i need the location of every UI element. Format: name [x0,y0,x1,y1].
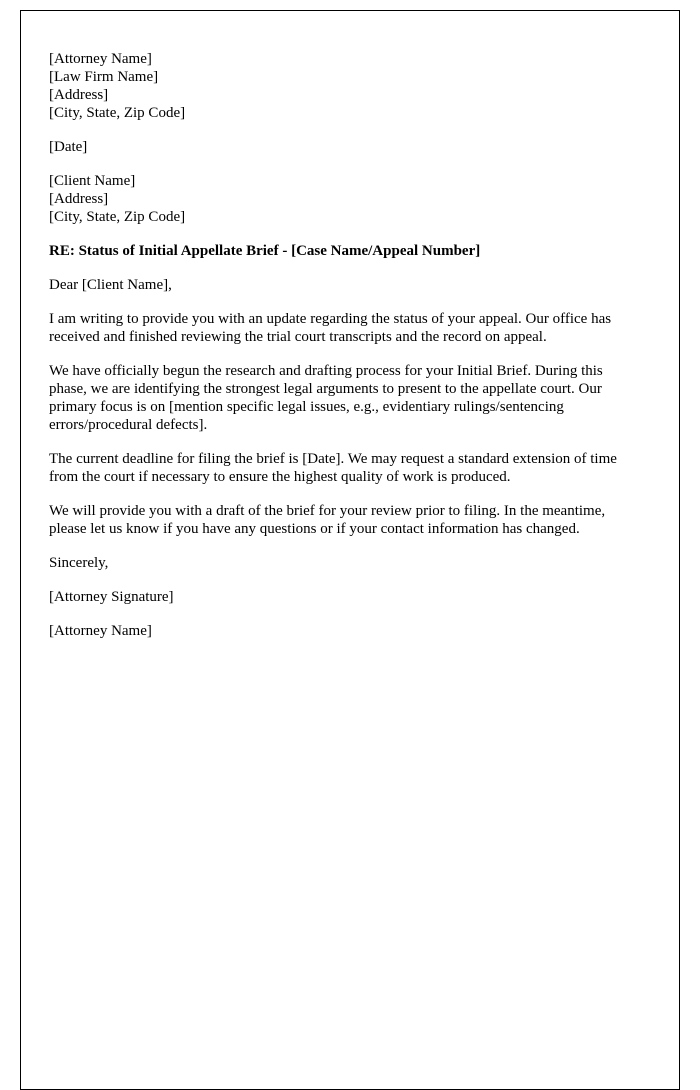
subject-line: RE: Status of Initial Appellate Brief - [Case Name/Appeal Number] [49,243,481,259]
sender-city-line: [City, State, Zip Code] [49,105,186,121]
signature-placeholder: [Attorney Signature] [49,589,174,605]
sender-address-line: [Address] [49,87,109,103]
sender-block [49,50,629,122]
recipient-address-line: [Address] [49,191,109,207]
recipient-name-line: [Client Name] [49,173,136,189]
salutation: Dear [Client Name], [49,277,172,293]
signature-name: [Attorney Name] [49,623,152,639]
sender-firm-line: [Law Firm Name] [49,69,159,85]
body-paragraph-4: We will provide you with a draft of the brief for your review prior to filing. In the meantime, please let us know if you have any questions or if your contact information has changed. [49,503,606,537]
date-line: [Date] [49,139,88,155]
sender-name-line: [Attorney Name] [49,51,152,67]
closing: Sincerely, [49,555,109,571]
body-paragraph-3: The current deadline for filing the brief is [Date]. We may request a standard extension of time from the court if necessary to ensure the highest quality of work is produced. [49,451,617,485]
letter-document [20,10,680,1090]
body-paragraph-1: I am writing to provide you with an update regarding the status of your appeal. Our office has received and finished reviewing the trial court transcripts and the record on appeal. [49,311,612,345]
recipient-city-line: [City, State, Zip Code] [49,209,186,225]
recipient-block [49,172,629,226]
body-paragraph-2: We have officially begun the research and drafting process for your Initial Brief. During this phase, we are identifying the strongest legal arguments to present to the appellate court. Our primary focus is on [mention specific legal issues, e.g., evidentiary rulings/sentencing errors/procedural defects]. [49,363,603,433]
